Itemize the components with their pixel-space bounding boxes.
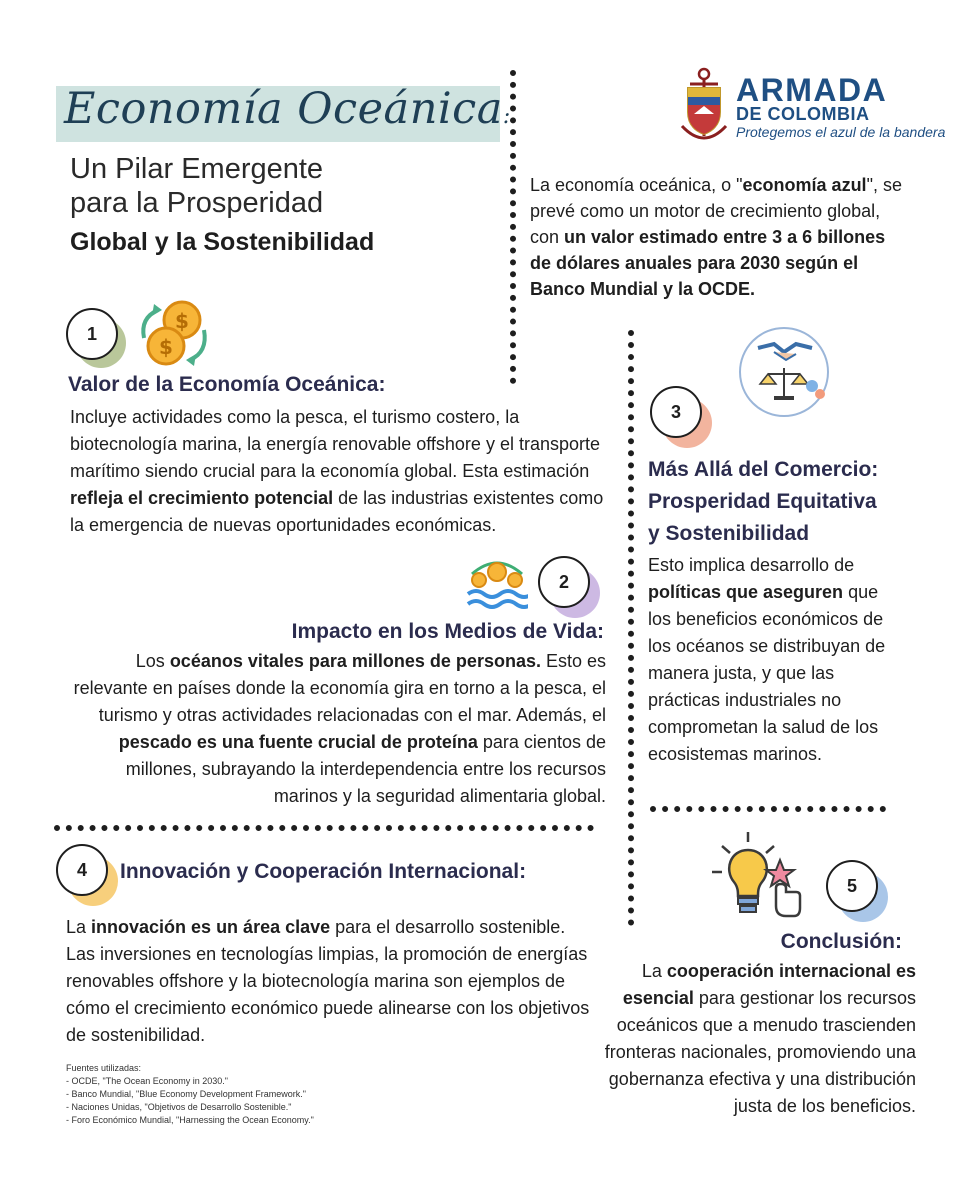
section-1-heading: Valor de la Economía Oceánica: xyxy=(68,373,386,396)
subtitle-bold: Global y la Sostenibilidad xyxy=(70,228,375,256)
logo-tagline: Protegemos el azul de la bandera xyxy=(736,124,946,140)
source-item: - Naciones Unidas, "Objetivos de Desarrollo Sostenible." xyxy=(66,1102,292,1112)
page-title: Economía Oceánica: xyxy=(64,84,511,134)
number-badge-5: 5 xyxy=(826,860,878,912)
logo-sub: DE COLOMBIA xyxy=(736,104,870,124)
source-item: - OCDE, "The Ocean Economy in 2030." xyxy=(66,1076,228,1086)
section-3-heading: Más Allá del Comercio: Prosperidad Equitativa y Sostenibilidad xyxy=(648,458,879,545)
money-waves-icon xyxy=(466,552,528,619)
section-3-text: Esto implica desarrollo de políticas que aseguren que los beneficios económicos de los océanos se distribuyan de manera justa, y que las prácticas industriales no comprometan la salud de los ecosistemas marinos. xyxy=(648,555,886,764)
svg-text:$: $ xyxy=(159,335,173,359)
source-item: - Banco Mundial, "Blue Economy Development Framework." xyxy=(66,1089,306,1099)
sources-list xyxy=(66,1062,314,1127)
handshake-justice-icon xyxy=(734,324,834,425)
section-5-text: La cooperación internacional es esencial para gestionar los recursos oceánicos que a menudo trascienden fronteras nacionales, promoviendo una gobernanza efectiva y una distribución justa de los beneficios. xyxy=(604,961,916,1116)
section-5-heading: Conclusión: xyxy=(780,930,902,953)
section-2-text: Los océanos vitales para millones de personas. Esto es relevante en países donde la economía gira en torno a la pesca, el turismo y otras actividades relacionadas con el mar. Además, el pescado es una fuente crucial de proteína para cientos de millones, subrayando la interdependencia entre los recursos marinos y la seguridad alimentaria global. xyxy=(73,651,606,806)
divider-vertical-top xyxy=(510,70,516,384)
divider-horizontal-right xyxy=(650,806,886,812)
divider-horizontal-left xyxy=(54,825,594,831)
section-4-text: La innovación es un área clave para el desarrollo sostenible. Las inversiones en tecnologías limpias, la promoción de energías renovables offshore y la biotecnología marina son ejemplos de cómo el crecimiento económico puede alinearse con los objetivos de sostenibilidad. xyxy=(66,917,590,1045)
source-item: - Foro Económico Mundial, "Harnessing the Ocean Economy." xyxy=(66,1115,314,1125)
sources-title: Fuentes utilizadas: xyxy=(66,1063,142,1073)
section-2-heading: Impacto en los Medios de Vida: xyxy=(291,620,604,643)
logo-name: ARMADA xyxy=(736,72,888,108)
section-1-text: Incluye actividades como la pesca, el turismo costero, la biotecnología marina, la energía renovable offshore y el transporte marítimo siendo crucial para la economía global. Esta estimación refleja el crecimiento potencial de las industrias existentes como la emergencia de nuevas oportunidades económicas. xyxy=(70,407,604,535)
intro-text: La economía oceánica, o "economía azul", se prevé como un motor de crecimiento global, con un valor estimado entre 3 a 6 billones de dólares anuales para 2030 según el Banco Mundial y la OCDE. xyxy=(530,175,902,299)
number-badge-1: 1 xyxy=(66,308,118,360)
number-badge-2: 2 xyxy=(538,556,590,608)
number-badge-4: 4 xyxy=(56,844,108,896)
subtitle: Un Pilar Emergente para la Prosperidad xyxy=(70,153,324,219)
number-badge-3: 3 xyxy=(650,386,702,438)
coins-cycle-icon xyxy=(134,298,214,375)
svg-text:$: $ xyxy=(175,309,189,333)
section-4-heading: Innovación y Cooperación Internacional: xyxy=(120,860,527,883)
navy-shield-icon xyxy=(676,66,732,151)
divider-vertical-right xyxy=(628,330,634,926)
idea-bulb-icon xyxy=(708,826,808,927)
